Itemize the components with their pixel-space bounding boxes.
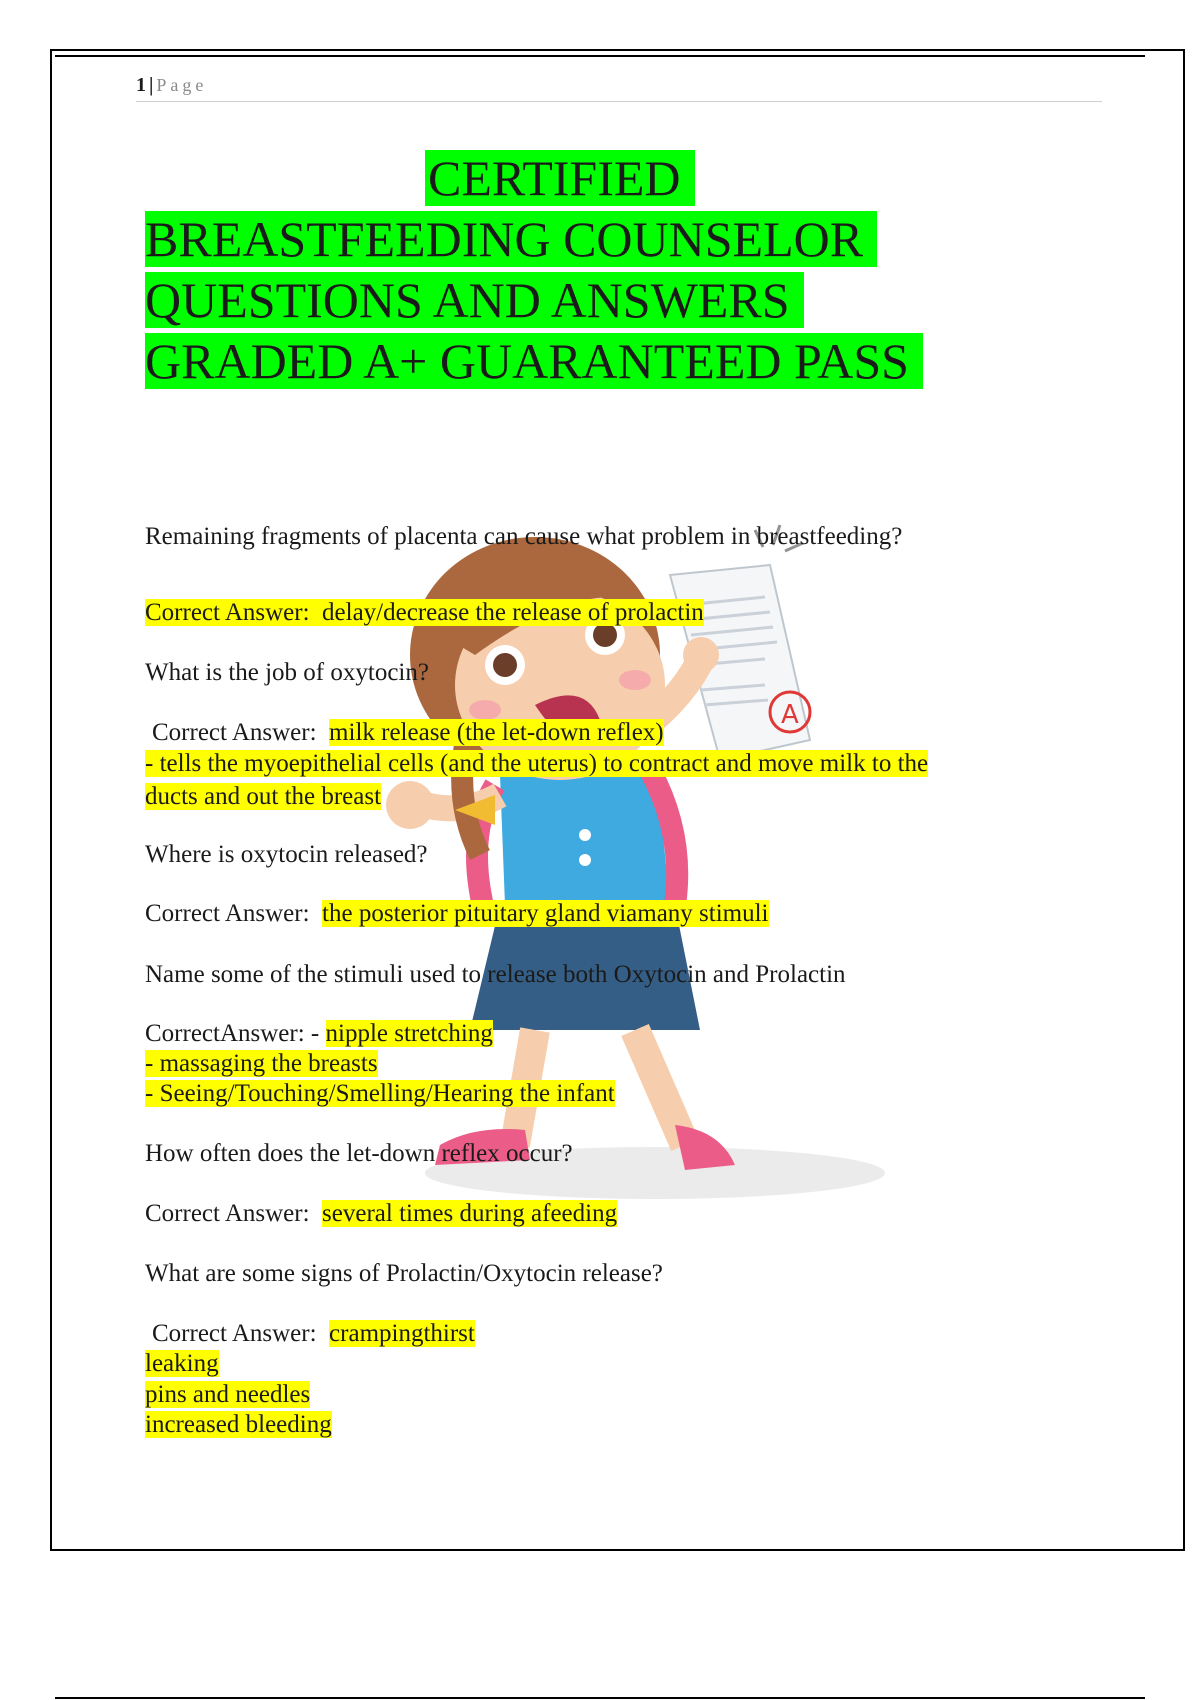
answer-6-line-2: leaking — [145, 1350, 219, 1377]
question-2: What is the job of oxytocin? — [145, 659, 429, 686]
header-divider — [136, 101, 1102, 102]
answer-1 — [145, 596, 704, 629]
answer-2-line-1: milk release (the let-down reflex) — [329, 719, 664, 746]
answer-2-line-3: ducts and out the breast — [145, 783, 382, 810]
answer-6 — [145, 1317, 475, 1350]
answer-1-line-1: delay/decrease the release of prolactin — [322, 599, 704, 626]
question-5: How often does the let-down reflex occur? — [145, 1140, 573, 1167]
page-separator: | — [149, 74, 154, 96]
answer-4-line-3: - Seeing/Touching/Smelling/Hearing the infant — [145, 1080, 615, 1107]
svg-text:A: A — [781, 700, 799, 730]
question-6: What are some signs of Prolactin/Oxytocin release? — [145, 1260, 663, 1287]
answer-5-line-1: several times during afeeding — [322, 1200, 618, 1227]
title-line-2: BREASTFEEDING COUNSELOR — [145, 211, 877, 267]
question-3: Where is oxytocin released? — [145, 841, 428, 868]
answer-2-line-2: - tells the myoepithelial cells (and the uterus) to contract and move milk to the — [145, 750, 929, 777]
page-number: 1 — [136, 74, 146, 96]
answer-3 — [145, 897, 769, 930]
answer-3-prefix: Correct Answer: — [145, 900, 310, 927]
title-line-1: CERTIFIED — [425, 150, 695, 206]
document-title — [145, 148, 1005, 392]
page-word: Page — [156, 75, 208, 95]
page-number-label — [136, 74, 207, 97]
answer-2-prefix: Correct Answer: — [152, 719, 317, 746]
bottom-border-rule — [55, 1697, 1145, 1699]
answer-5-prefix: Correct Answer: — [145, 1200, 310, 1227]
answer-6-line-1: crampingthirst — [329, 1320, 475, 1347]
answer-4 — [145, 1017, 493, 1050]
answer-4-line-1: nipple stretching — [325, 1020, 493, 1047]
answer-6-line-3: pins and needles — [145, 1381, 311, 1408]
answer-1-prefix: Correct Answer: — [145, 599, 310, 626]
title-line-3: QUESTIONS AND ANSWERS — [145, 272, 804, 328]
answer-3-line-1: the posterior pituitary gland viamany stimuli — [322, 900, 769, 927]
answer-5 — [145, 1197, 617, 1230]
answer-4-prefix: CorrectAnswer: - — [145, 1020, 320, 1047]
question-1: Remaining fragments of placenta can cause what problem in breastfeeding? — [145, 523, 903, 550]
answer-2 — [145, 716, 664, 749]
question-4: Name some of the stimuli used to release both Oxytocin and Prolactin — [145, 961, 846, 988]
answer-6-line-4: increased bleeding — [145, 1411, 332, 1438]
title-line-4: GRADED A+ GUARANTEED PASS — [145, 333, 923, 389]
answer-4-line-2: - massaging the breasts — [145, 1050, 378, 1077]
answer-6-prefix: Correct Answer: — [152, 1320, 317, 1347]
